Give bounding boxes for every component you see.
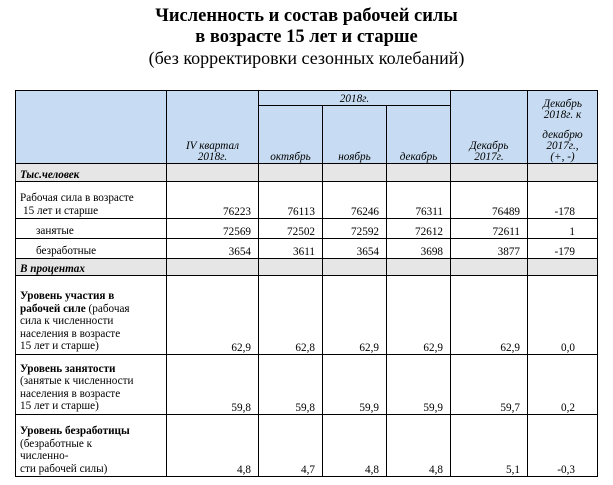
- value-december-2017: 5,1: [451, 414, 528, 476]
- header-iv-quarter: IV квартал 2018г.: [167, 91, 259, 164]
- table-row-labor-force: [16, 182, 598, 219]
- value-iv-quarter: 62,9: [167, 276, 259, 354]
- labor-force-table: [15, 90, 598, 477]
- value-november: 62,9: [323, 276, 387, 354]
- header-october: октябрь: [259, 106, 323, 164]
- value-change: -0,3: [528, 414, 598, 476]
- table-row-unemployment: [16, 414, 598, 476]
- value-november: 4,8: [323, 414, 387, 476]
- table-row-employed: [16, 219, 598, 239]
- row-label: Уровень занятости (занятые к численности населения в возрасте 15 лет и старше): [16, 354, 167, 414]
- value-december-2017: 76489: [451, 182, 528, 219]
- page-title-line2: в возрасте 15 лет и старше: [195, 27, 418, 47]
- value-december-2017: 3877: [451, 239, 528, 259]
- value-iv-quarter: 76223: [167, 182, 259, 219]
- value-december: 72612: [387, 219, 451, 239]
- value-december: 62,9: [387, 276, 451, 354]
- row-label: занятые: [16, 219, 167, 239]
- value-change: 0,0: [528, 276, 598, 354]
- value-december-2017: 62,9: [451, 276, 528, 354]
- value-december: 59,9: [387, 354, 451, 414]
- value-december-2017: 72611: [451, 219, 528, 239]
- table-row-unemployed: [16, 239, 598, 259]
- header-december: декабрь: [387, 106, 451, 164]
- value-october: 3611: [259, 239, 323, 259]
- page-title-block: [0, 6, 613, 68]
- section-label-thousands: Тыс.человек: [16, 164, 167, 182]
- value-december: 76311: [387, 182, 451, 219]
- value-change: -179: [528, 239, 598, 259]
- page-subtitle: (без корректировки сезонных колебаний): [148, 48, 465, 68]
- section-row-percent: [16, 259, 598, 276]
- header-corner-cell: [16, 91, 167, 164]
- value-iv-quarter: 3654: [167, 239, 259, 259]
- header-december-2017: Декабрь 2017г.: [451, 91, 528, 164]
- value-iv-quarter: 72569: [167, 219, 259, 239]
- value-november: 76246: [323, 182, 387, 219]
- value-december: 3698: [387, 239, 451, 259]
- header-change: Декабрь 2018г. к декабрю 2017г., (+, -): [528, 91, 598, 164]
- value-change: 0,2: [528, 354, 598, 414]
- page-title: Численность и состав рабочей силы: [155, 6, 458, 26]
- row-label: Уровень безработицы (безработные к численно- сти рабочей силы): [16, 414, 167, 476]
- row-label: Уровень участия в рабочей силе (рабочая сила к численности населения в возрасте 15 лет и старше): [16, 276, 167, 354]
- value-iv-quarter: 4,8: [167, 414, 259, 476]
- section-row-thousands: [16, 164, 598, 182]
- table-row-employment: [16, 354, 598, 414]
- value-december-2017: 59,7: [451, 354, 528, 414]
- value-change: -178: [528, 182, 598, 219]
- value-october: 76113: [259, 182, 323, 219]
- value-november: 59,9: [323, 354, 387, 414]
- value-october: 62,8: [259, 276, 323, 354]
- table-row-participation: [16, 276, 598, 354]
- section-label-percent: В процентах: [16, 259, 167, 276]
- header-november: ноябрь: [323, 106, 387, 164]
- row-label: Рабочая сила в возрасте 15 лет и старше: [16, 182, 167, 219]
- value-october: 59,8: [259, 354, 323, 414]
- value-iv-quarter: 59,8: [167, 354, 259, 414]
- value-november: 3654: [323, 239, 387, 259]
- value-december: 4,8: [387, 414, 451, 476]
- value-october: 72502: [259, 219, 323, 239]
- row-label: безработные: [16, 239, 167, 259]
- value-november: 72592: [323, 219, 387, 239]
- value-october: 4,7: [259, 414, 323, 476]
- header-2018-group: 2018г.: [259, 91, 451, 106]
- value-change: 1: [528, 219, 598, 239]
